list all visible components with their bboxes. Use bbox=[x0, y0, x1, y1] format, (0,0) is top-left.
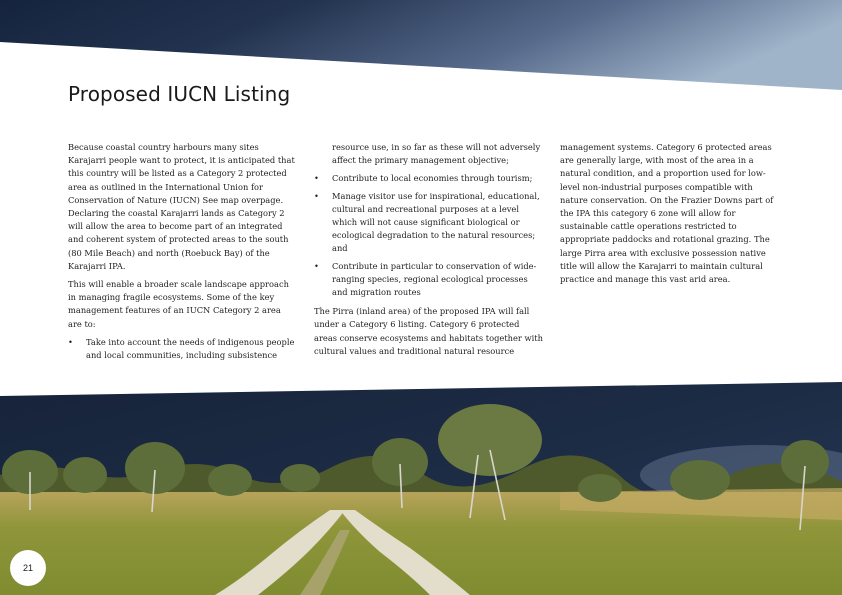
paragraph: This will enable a broader scale landscape approach in managing fragile ecosystems. Some of the key management features of an IUCN Category 2 area are to: bbox=[68, 279, 289, 329]
paragraph: management systems. Category 6 protected areas are generally large, with most of the area in a natural condition, and a proportion used for low-level non-industrial purposes compatible with nature conservation. On the Frazier Downs part of the IPA this category 6 zone will allow for sustainable cattle operations restricted to appropriate paddocks and rotational grazing. The large Pirra area with exclusive possession native title will allow the Karajarri to maintain cultural practice and manage this vast arid area. bbox=[560, 142, 774, 285]
bullet-item: • Take into account the needs of indigenous people and local communities, including subsistence bbox=[68, 336, 296, 362]
text-column-3 bbox=[560, 141, 782, 291]
bullet-list bbox=[68, 336, 296, 362]
paragraph: The Pirra (inland area) of the proposed IPA will fall under a Category 6 listing. Category 6 protected areas conserve ecosystems and habitats together with cultural values and traditional natural resource bbox=[314, 306, 543, 356]
bullet-item: • Manage visitor use for inspirational, educational, cultural and recreational purposes at a level which will not cause significant biological or ecological degradation to the natural resources; and bbox=[314, 190, 544, 256]
bullet-item: • Contribute to local economies through tourism; bbox=[314, 172, 544, 185]
bullet-continuation: resource use, in so far as these will not adversely affect the primary management objective; bbox=[332, 142, 541, 166]
text-column-1 bbox=[68, 141, 296, 368]
text-column-2 bbox=[314, 141, 544, 363]
page-number-badge bbox=[10, 550, 46, 586]
header-sky-banner bbox=[0, 0, 842, 95]
paragraph: Because coastal country harbours many sites Karajarri people want to protect, it is anticipated that this country will be listed as a Category 2 protected area as outlined in the International Union for Conservation of Nature (IUCN) See map overpage. Declaring the coastal Karajarri lands as Category 2 will allow the area to become part of an integrated and coherent system of protected areas to the south (80 Mile Beach) and north (Roebuck Bay) of the Karajarri IPA. bbox=[68, 142, 295, 271]
bullet-list bbox=[314, 172, 544, 299]
page-number: 21 bbox=[22, 563, 33, 573]
bullet-item: • Contribute in particular to conservation of wide-ranging species, regional ecological processes and migration routes bbox=[314, 260, 544, 300]
landscape-photo bbox=[0, 380, 842, 595]
page-title: Proposed IUCN Listing bbox=[68, 82, 291, 106]
